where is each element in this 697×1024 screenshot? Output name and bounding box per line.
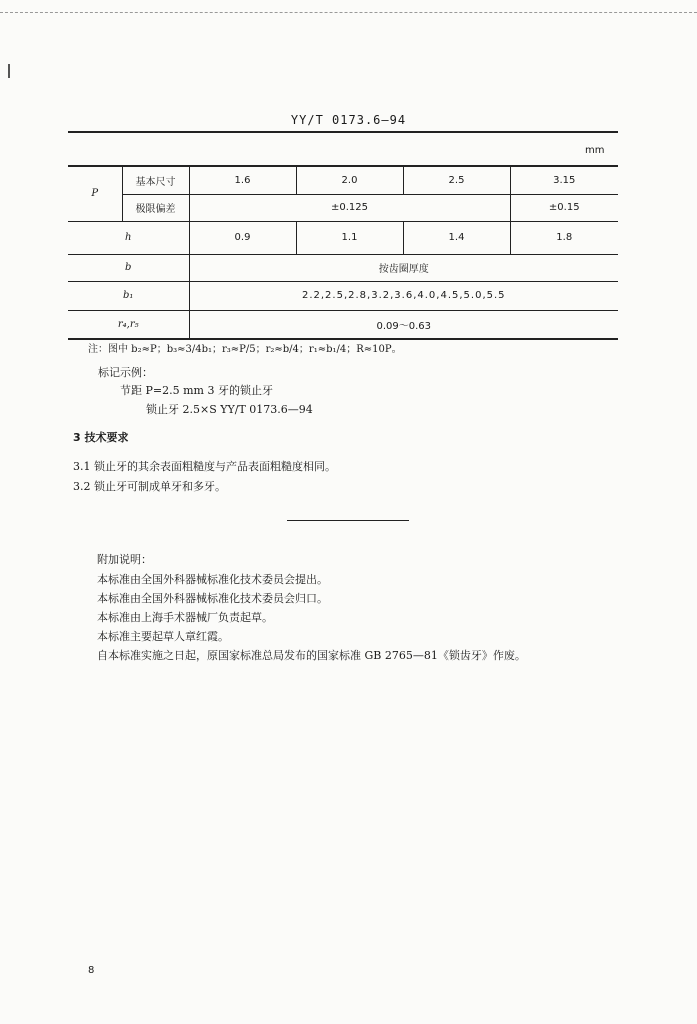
table-row xyxy=(68,221,618,254)
h-value-4: 1.8 xyxy=(510,221,618,254)
p-value-2: 2.0 xyxy=(296,166,403,194)
marking-description: 节距 P=2.5 mm 3 牙的锁止牙 xyxy=(120,384,273,397)
param-r-label: r₄,r₅ xyxy=(68,310,189,339)
b1-values: 2.2,2.5,2.8,3.2,3.6,4.0,4.5,5.0,5.5 xyxy=(189,281,618,310)
basic-size-label: 基本尺寸 xyxy=(122,166,189,194)
scan-mark-left xyxy=(8,64,10,78)
b-value: 按齿圈厚度 xyxy=(189,254,618,281)
header-rule xyxy=(68,131,618,133)
clause-3-1: 3.1 锁止牙的其余表面粗糙度与产品表面粗糙度相同。 xyxy=(73,460,336,473)
table-row xyxy=(68,281,618,310)
p-value-3: 2.5 xyxy=(403,166,510,194)
page-number: 8 xyxy=(88,965,95,976)
additional-line-3: 本标准由上海手术器械厂负责起草。 xyxy=(97,611,273,624)
tolerance-a: ±0.125 xyxy=(189,194,510,221)
h-value-2: 1.1 xyxy=(296,221,403,254)
additional-line-1: 本标准由全国外科器械标准化技术委员会提出。 xyxy=(97,573,328,586)
unit-label: mm xyxy=(585,145,605,156)
p-value-4: 3.15 xyxy=(510,166,618,194)
marking-title: 标记示例： xyxy=(98,366,153,379)
section-3-title: 3 技术要求 xyxy=(73,431,129,444)
h-value-3: 1.4 xyxy=(403,221,510,254)
param-b1-label: b₁ xyxy=(68,281,189,310)
section-divider xyxy=(287,520,409,521)
param-p-label: P xyxy=(68,166,122,221)
table-note: 注：图中 b₂≈P；b₃≈3/4b₁；r₃≈P/5；r₂≈b/4；r₁≈b₁/4；R≈10P。 xyxy=(88,344,402,355)
table-row xyxy=(68,310,618,339)
additional-line-2: 本标准由全国外科器械标准化技术委员会归口。 xyxy=(97,592,328,605)
scan-edge-top xyxy=(0,0,697,13)
clause-3-2: 3.2 锁止牙可制成单牙和多牙。 xyxy=(73,480,226,493)
dimension-table xyxy=(68,165,618,340)
document-code-header: YY/T 0173.6—94 xyxy=(290,113,407,127)
table-row xyxy=(68,166,618,194)
tolerance-b: ±0.15 xyxy=(510,194,618,221)
tolerance-label: 极限偏差 xyxy=(122,194,189,221)
additional-line-5: 自本标准实施之日起，原国家标准总局发布的国家标准 GB 2765—81《锁齿牙》作废。 xyxy=(97,649,526,662)
param-b-label: b xyxy=(68,254,189,281)
marking-example: 锁止牙 2.5×S YY/T 0173.6—94 xyxy=(146,403,313,416)
additional-title: 附加说明： xyxy=(97,553,152,566)
param-h-label: h xyxy=(68,221,189,254)
p-value-1: 1.6 xyxy=(189,166,296,194)
r-value: 0.09～0.63 xyxy=(189,310,618,339)
table-row xyxy=(68,194,618,221)
additional-line-4: 本标准主要起草人章红霞。 xyxy=(97,630,229,643)
table-row xyxy=(68,254,618,281)
h-value-1: 0.9 xyxy=(189,221,296,254)
